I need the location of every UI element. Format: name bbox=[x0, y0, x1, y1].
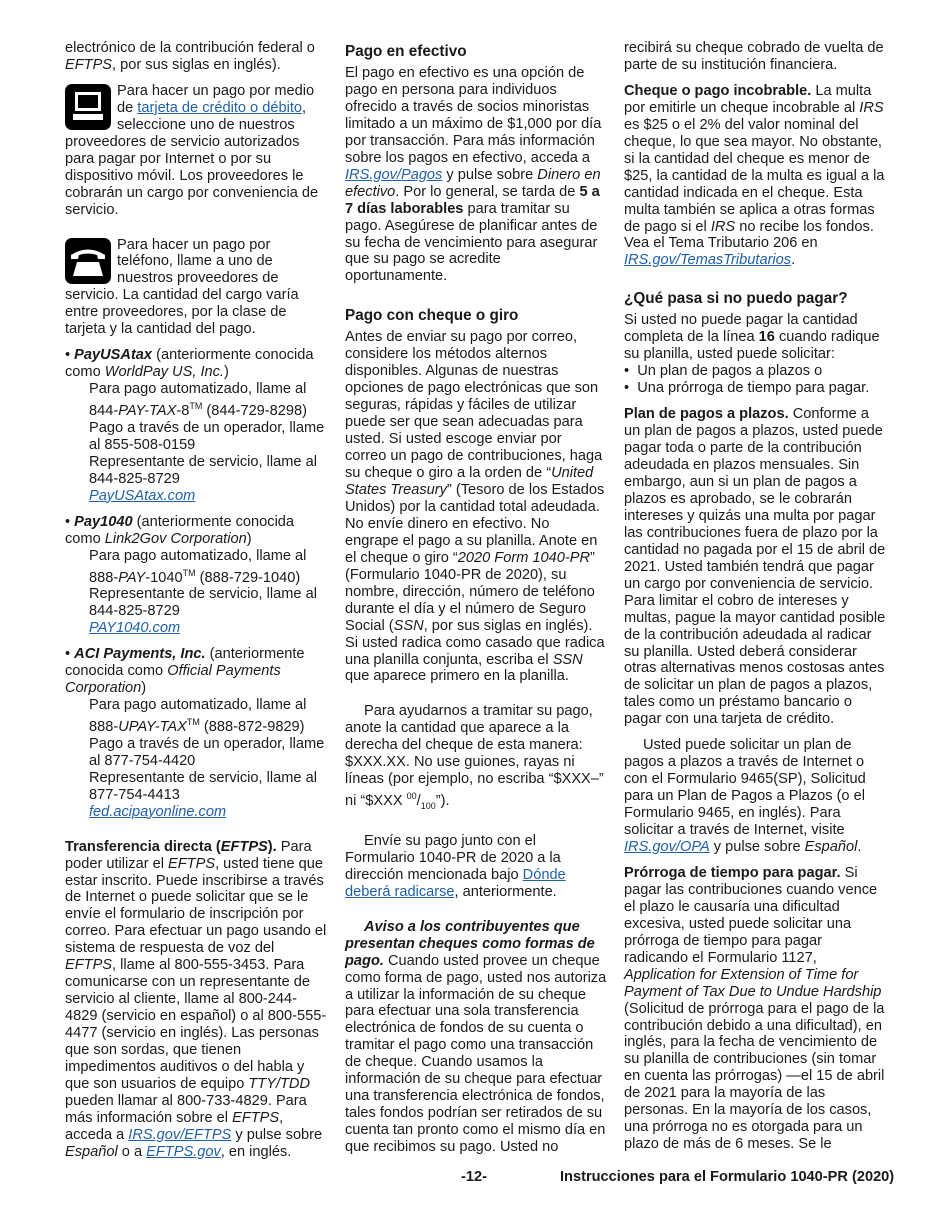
provider-payusatax: • PayUSAtax (anteriormente conocida como WorldPay US, Inc.) Para pago automatizado, llame al 844-PAY-TAX-8™ (844-729-8298) Pago a través de un operador, llame al 855-508-0159 Representante de servicio, llame al 844-825-8729 PayUSAtax.com bbox=[65, 347, 325, 504]
cant-pay-paragraph: Si usted no puede pagar la cantidad completa de la línea 16 cuando radique su planilla, usted puede solicitar: bbox=[624, 312, 880, 363]
page-number: -12- bbox=[461, 1169, 487, 1185]
intro-paragraph: electrónico de la contribución federal o EFTPS, por sus siglas en inglés). bbox=[65, 40, 315, 73]
pay1040-link[interactable]: PAY1040.com bbox=[89, 620, 181, 637]
cash-paragraph: El pago en efectivo es una opción de pago en persona para individuos ofrecido a través de socios minoristas limitado a un máximo de $1,000 por día por transacción. Para más información sobre los pagos en efectivo, acceda a IRS.gov/Pagos y pulse sobre Dinero en efectivo. Por lo general, se tarda de 5 a 7 días laborables para tramitar su pago. Asegúrese de planificar antes de su fecha de vencimiento para asegurar que su pago se acredite oportunamente. bbox=[345, 65, 602, 285]
eftps-gov-link[interactable]: EFTPS.gov bbox=[146, 1143, 221, 1160]
cash-heading: Pago en efectivo bbox=[345, 43, 467, 60]
card-payment-link[interactable]: tarjeta de crédito o débito bbox=[137, 99, 302, 116]
check-heading: Pago con cheque o giro bbox=[345, 307, 519, 325]
send-paragraph: Envíe su pago junto con el Formulario 1040-PR de 2020 a la dirección mencionada bajo Dónde deberá radicarse, anteriormente. bbox=[345, 832, 566, 900]
bullet-item: • Una prórroga de tiempo para pagar. bbox=[624, 380, 870, 397]
column-1 bbox=[65, 40, 327, 1161]
where-to-file-link[interactable]: Dónde deberá radicarse bbox=[345, 866, 566, 900]
card-payment-text: Para hacer un pago por medio de tarjeta de crédito o débito, seleccione uno de nuestros proveedores de servicio autorizados para pagar por Internet o por su dispositivo móvil. Los proveedores le cobrarán un cargo por conveniencia de servicio. bbox=[65, 82, 319, 218]
temas-tributarios-link[interactable]: IRS.gov/TemasTributarios bbox=[624, 252, 792, 269]
column-2 bbox=[345, 40, 607, 1156]
bounced-check-paragraph: Cheque o pago incobrable. La multa por emitirle un cheque incobrable al IRS es $25 o el 2% del valor nominal del cheque, lo que sea mayor. No obstante, si la cantidad del cheque es menor de $25, la cantidad de la multa es igual a la cantidad indicada en el cheque. Esta multa también se aplica a otras formas de pago si el IRS no recibe los fondos. Vea el Tema Tributario 206 en IRS.gov/TemasTributarios. bbox=[624, 82, 885, 269]
check-notice-paragraph: Aviso a los contribuyentes que presentan cheques como formas de pago. Cuando usted provee un cheque como forma de pago, usted nos autoriza a utilizar la información de su cheque para efectuar una sola transferencia electrónica de fondos de su cuenta o tramitar el pago como una transacción de cheque. Cuando usamos la información de su cheque para efectuar una transferencia electrónica de fondos, tales fondos podrían ser retirados de su cuenta tan pronto como el mismo día en que recibimos su pago. Usted no bbox=[345, 918, 607, 1156]
card-payment-block bbox=[65, 83, 327, 219]
request-paragraph: Usted puede solicitar un plan de pagos a plazos a través de Internet o con el Formulario 9465(SP), Solicitud para un Plan de Pagos a Plazos (o el Formulario 9465, en inglés). Para solicitar a través de Internet, visite IRS.gov/OPA y pulse sobre Español. bbox=[624, 737, 866, 855]
document-title-footer: Instrucciones para el Formulario 1040-PR (2020) bbox=[560, 1169, 895, 1185]
cant-pay-heading: ¿Qué pasa si no puedo pagar? bbox=[624, 290, 848, 308]
eftps-paragraph: Transferencia directa (EFTPS). Para poder utilizar el EFTPS, usted tiene que estar inscrito. Puede inscribirse a través de Internet o puede solicitar que se le envíe el formulario de inscripción por correo. Para efectuar un pago usando el sistema de respuesta de voz del EFTPS, llame al 800-555-3453. Para comunicarse con un representante de servicio al cliente, llame al 800-244-4829 (servicio en español) o al 800-555-4477 (servicio en inglés). Las personas que son sordas, que tienen impedimentos auditivos o del habla y que son usuarios de equipo TTY/TDD pueden llamar al 800-733-4829. Para más información sobre el EFTPS, acceda a IRS.gov/EFTPS y pulse sobre Español o a EFTPS.gov, en inglés. bbox=[65, 838, 327, 1160]
payusatax-link[interactable]: PayUSAtax.com bbox=[89, 487, 196, 504]
continued-paragraph: recibirá su cheque cobrado de vuelta de parte de su institución financiera. bbox=[624, 40, 884, 73]
installment-paragraph: Plan de pagos a plazos. Conforme a un plan de pagos a plazos, usted puede pagar toda o parte de la contribución adeudada en plazos mensuales. Sin embargo, aun si un plan de pagos a plazos es aprobado, se le cobrarán intereses y quizás una multa por pagar las contribuciones fuera de plazo por la cantidad no pagada por el 15 de abril de 2021. Usted también tendrá que pagar un cargo por conveniencia de servicio. Para limitar el cobro de intereses y multas, pague la mayor cantidad posible de la contribución adeudada al radicar su planilla. Usted deberá considerar otras alternativas menos costosas antes de solicitar un plan de pagos a plazos, tales como un préstamo bancario o pagar con una tarjeta de crédito. bbox=[624, 406, 886, 728]
irs-opa-link[interactable]: IRS.gov/OPA bbox=[624, 838, 710, 855]
check-paragraph: Antes de enviar su pago por correo, considere los métodos alternos disponibles. Algunas de nuestras opciones de pago electrónicas que son seguras, rápidas y fáciles de utilizar puede ser que sean adecuadas para usted. Si usted escoge enviar por correo un pago de contribuciones, haga su cheque o giro a la orden de “United States Treasury” (Tesoro de los Estados Unidos) por la cantidad total adeudada. No envíe dinero en efectivo. No engrape el pago a su planilla. Anote en el cheque o giro “2020 Form 1040-PR” (Formulario 1040-PR de 2020), su nombre, dirección, número de teléfono durante el día y el número de Seguro Social (SSN, por sus siglas en inglés). Si usted radica como casado que radica una planilla conjunta, escriba el SSN que aparece primero en la planilla. bbox=[345, 329, 605, 685]
irs-pagos-link[interactable]: IRS.gov/Pagos bbox=[345, 166, 443, 183]
phone-payment-text: Para hacer un pago por teléfono, llame a uno de nuestros proveedores de servicio. La cantidad del cargo varía entre proveedores, por la clase de tarjeta y la cantidad del pago. bbox=[65, 236, 299, 338]
provider-aci: • ACI Payments, Inc. (anteriormente conocida como Official Payments Corporation) Para pago automatizado, llame al 888-UPAY-TAX™ (888-872-9829) Pago a través de un operador, llame al 877-754-4420 Representante de servicio, llame al 877-754-4413 fed.acipayonline.com bbox=[65, 646, 325, 820]
provider-pay1040: • Pay1040 (anteriormente conocida como Link2Gov Corporation) Para pago automatizado, llame al 888-PAY-1040™ (888-729-1040) Representante de servicio, llame al 844-825-8729 PAY1040.com bbox=[65, 513, 317, 637]
bullet-item: • Un plan de pagos a plazos o bbox=[624, 363, 823, 380]
telephone-icon bbox=[65, 238, 111, 284]
column-3 bbox=[624, 40, 886, 1153]
irs-eftps-link[interactable]: IRS.gov/EFTPS bbox=[128, 1126, 232, 1143]
aci-link[interactable]: fed.acipayonline.com bbox=[89, 803, 227, 820]
extension-paragraph: Prórroga de tiempo para pagar. Si pagar las contribuciones cuando vence el plazo le causaría una dificultad excesiva, usted puede solicitar una prórroga de tiempo para pagar radicando el Formulario 1127, Application for Extension of Time for Payment of Tax Due to Undue Hardship (Solicitud de prórroga para el pago de la contribución debido a una dificultad), en inglés, para la fecha de vencimiento de su planilla de contribuciones (sin tomar en cuenta las prórrogas) —el 15 de abril de 2021 para la mayoría de las personas. En la mayoría de los casos, una prórroga no es otorgada para un plazo de más de 6 meses. Se le bbox=[624, 864, 885, 1153]
computer-icon bbox=[65, 84, 111, 130]
phone-payment-block bbox=[65, 237, 327, 339]
help-paragraph: Para ayudarnos a tramitar su pago, anote la cantidad que aparece a la derecha del cheque de esta manera: $XXX.XX. No use guiones, rayas ni líneas (por ejemplo, no escriba “$XXX–” ni “$XXX $^{00}/_{100}$”). bbox=[345, 703, 604, 811]
